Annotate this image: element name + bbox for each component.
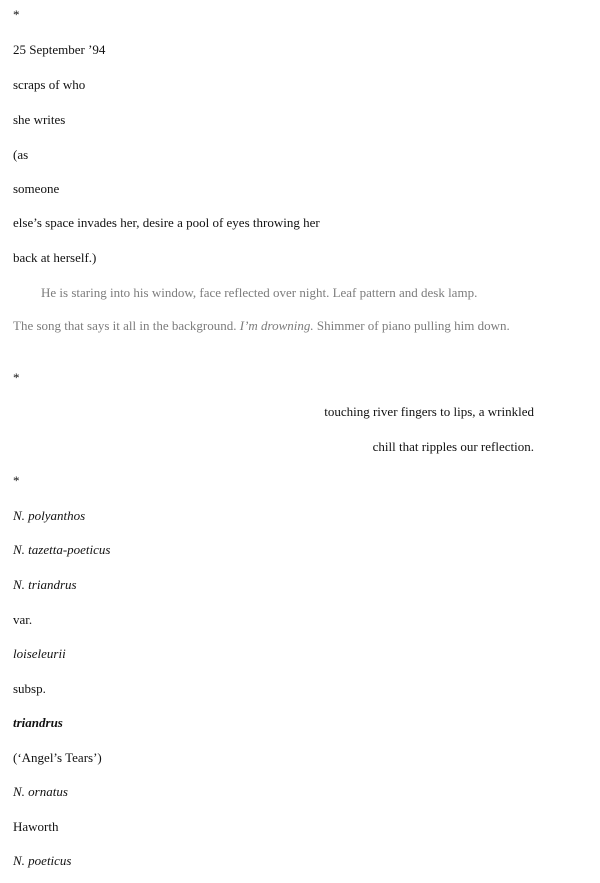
prose-paragraph-2 xyxy=(13,318,533,334)
species-name: N. polyanthos xyxy=(13,508,86,523)
species-name: N. poeticus xyxy=(13,853,72,868)
species-name: triandrus xyxy=(13,715,63,730)
section-break-star: * xyxy=(13,473,20,488)
common-name: (‘Angel’s Tears’) xyxy=(13,750,102,765)
poem-line: else’s space invades her, desire a pool of eyes throwing her xyxy=(13,215,320,230)
author-name: Haworth xyxy=(13,819,59,834)
poem-line: (as xyxy=(13,147,29,162)
species-name: loiseleurii xyxy=(13,646,66,661)
prose-text: Shimmer of piano pulling him down. xyxy=(313,318,510,333)
species-name: N. ornatus xyxy=(13,784,68,799)
section-break-star: * xyxy=(13,370,20,385)
poem-line: scraps of who xyxy=(13,77,86,92)
song-title: I’m drowning. xyxy=(239,318,314,333)
taxon-rank: subsp. xyxy=(13,681,46,696)
taxon-rank: var. xyxy=(13,612,33,627)
entry-date: 25 September ’94 xyxy=(13,42,106,57)
right-aligned-line: chill that ripples our reflection. xyxy=(372,439,534,454)
poem-line: someone xyxy=(13,181,60,196)
poem-line: back at herself.) xyxy=(13,250,97,265)
species-name: N. triandrus xyxy=(13,577,77,592)
prose-paragraph-1: He is staring into his window, face reflected over night. Leaf pattern and desk lamp. xyxy=(41,285,478,300)
section-break-star: * xyxy=(13,7,20,22)
right-aligned-line: touching river fingers to lips, a wrinkled xyxy=(324,404,534,419)
species-name: N. tazetta-poeticus xyxy=(13,542,111,557)
poem-line: she writes xyxy=(13,112,66,127)
prose-text: The song that says it all in the background. xyxy=(13,318,240,333)
